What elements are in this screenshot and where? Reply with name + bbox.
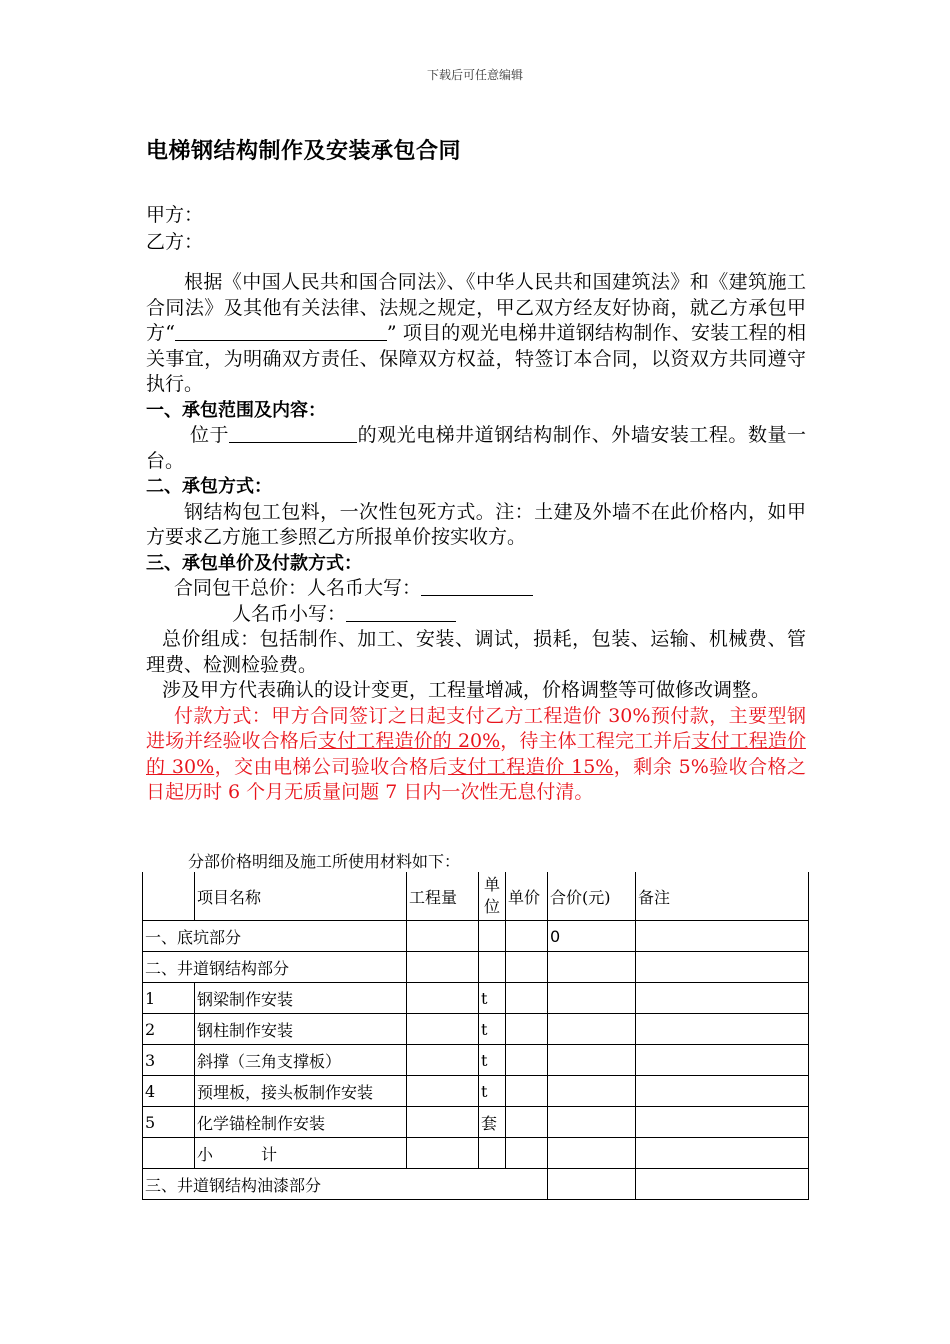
intro-text-2: ” 项目的观光电梯井道钢结构制作、安装工程的相关事宜，为明确双方责任、保障双方权益，特签订本合同，以资双方共同遵守执行。	[146, 322, 806, 395]
location-blank[interactable]	[229, 424, 357, 443]
total-cell	[548, 1076, 636, 1107]
unit-cell	[479, 1138, 506, 1169]
qty-cell	[407, 1076, 479, 1107]
payment-terms	[146, 704, 806, 806]
total-cell: 0	[548, 921, 636, 952]
row-unit: t	[479, 983, 506, 1014]
row-no: 1	[143, 983, 195, 1014]
price-breakdown-table	[142, 872, 809, 1200]
total-lower-blank[interactable]	[346, 603, 456, 622]
qty-cell	[407, 921, 479, 952]
row-no: 5	[143, 1107, 195, 1138]
total-cell	[548, 952, 636, 983]
header-total: 合价(元)	[548, 872, 636, 921]
note-cell	[636, 1169, 809, 1200]
row-section-label: 三、井道钢结构油漆部分	[143, 1169, 548, 1200]
payment-text-4: 支付工程造价的 30%	[146, 730, 806, 778]
table-row	[143, 952, 809, 983]
total-price-lower-line	[146, 602, 806, 628]
row-name: 化学锚栓制作安装	[195, 1107, 407, 1138]
section2-paragraph: 钢结构包工包料，一次性包死方式。注：土建及外墙不在此价格内，如甲方要求乙方施工参照乙方所报单价按实收方。	[146, 500, 806, 548]
price-cell	[506, 1107, 548, 1138]
table-header-row	[143, 872, 809, 921]
total-cell	[548, 1014, 636, 1045]
header-note: 备注	[636, 872, 809, 921]
unit-cell	[479, 952, 506, 983]
note-cell	[636, 983, 809, 1014]
table-row	[143, 921, 809, 952]
total-cell	[548, 1045, 636, 1076]
note-cell	[636, 1076, 809, 1107]
row-section-label: 二、井道钢结构部分	[143, 952, 407, 983]
row-no: 3	[143, 1045, 195, 1076]
row-subtotal-label: 小 计	[195, 1138, 407, 1169]
row-name: 斜撑（三角支撑板）	[195, 1045, 407, 1076]
total-upper-label: 合同包干总价：人名币大写：	[174, 577, 422, 599]
price-cell	[506, 1138, 548, 1169]
table-row	[143, 1076, 809, 1107]
payment-text-6: 支付工程造价 15%	[447, 755, 614, 778]
section1-text-a: 位于	[190, 424, 230, 446]
table-row	[143, 983, 809, 1014]
row-name: 预埋板，接头板制作安装	[195, 1076, 407, 1107]
price-cell	[506, 1045, 548, 1076]
qty-cell	[407, 1138, 479, 1169]
party-a-label: 甲方：	[146, 204, 204, 226]
payment-text-5: ，交由电梯公司验收合格后	[214, 755, 448, 778]
qty-cell	[407, 1045, 479, 1076]
section3-heading: 三、承包单价及付款方式：	[146, 552, 362, 574]
unit-cell	[479, 921, 506, 952]
header-qty: 工程量	[407, 872, 479, 921]
header-name: 项目名称	[195, 872, 407, 921]
row-unit: 套	[479, 1107, 506, 1138]
row-no	[143, 1138, 195, 1169]
total-price-upper-line	[146, 576, 806, 602]
row-no: 4	[143, 1076, 195, 1107]
row-unit: t	[479, 1076, 506, 1107]
table-row	[143, 1169, 809, 1200]
intro-text-1: 根据《中国人民共和国合同法》、《中华人民共和国建筑法》和《建筑施工合同法》及其他有关法律、法规之规定，甲乙双方经友好协商，就乙方承包甲方“	[146, 271, 806, 344]
price-cell	[506, 983, 548, 1014]
table-row	[143, 1014, 809, 1045]
section1-paragraph	[146, 423, 806, 474]
table-row	[143, 1045, 809, 1076]
payment-text-7: ，剩余 5%验收合格之日起历时 6 个月无质量问题 7 日内一次性无息付清。	[146, 755, 806, 803]
row-section-label: 一、底坑部分	[143, 921, 407, 952]
price-cell	[506, 1014, 548, 1045]
price-cell	[506, 952, 548, 983]
note-cell	[636, 1045, 809, 1076]
section2-heading: 二、承包方式：	[146, 476, 272, 497]
price-change-clause: 涉及甲方代表确认的设计变更，工程量增减，价格调整等可做修改调整。	[162, 679, 771, 701]
party-b-label: 乙方：	[146, 231, 204, 253]
row-name: 钢梁制作安装	[195, 983, 407, 1014]
table-caption: 分部价格明细及施工所使用材料如下：	[188, 852, 461, 871]
qty-cell	[407, 983, 479, 1014]
note-cell	[636, 1138, 809, 1169]
row-name: 钢柱制作安装	[195, 1014, 407, 1045]
total-cell	[548, 983, 636, 1014]
section1-heading: 一、承包范围及内容：	[146, 399, 326, 421]
section1-text-b: 的观光电梯井道钢结构制作、外墙安装工程。数量一台。	[146, 424, 806, 472]
header-unit: 单位	[479, 872, 506, 921]
table-row	[143, 1107, 809, 1138]
note-cell	[636, 1107, 809, 1138]
note-cell	[636, 952, 809, 983]
payment-text-1: 付款方式：甲方合同签订之日起支付乙方工程造价 30%预付款，主要型钢进场并经验收合格后	[146, 704, 806, 752]
header-no-cell	[143, 872, 195, 921]
total-cell	[548, 1107, 636, 1138]
contract-body	[146, 270, 806, 806]
row-unit: t	[479, 1014, 506, 1045]
note-cell	[636, 1014, 809, 1045]
row-unit: t	[479, 1045, 506, 1076]
header-note: 下载后可任意编辑	[426, 68, 523, 82]
price-cell	[506, 1076, 548, 1107]
price-composition: 总价组成：包括制作、加工、安装、调试，损耗，包装、运输、机械费、管理费、检测检验费。	[146, 628, 806, 676]
row-no: 2	[143, 1014, 195, 1045]
page-title: 电梯钢结构制作及安装承包合同	[146, 139, 462, 164]
payment-text-2: 支付工程造价的 20%	[318, 730, 501, 752]
total-cell	[548, 1169, 636, 1200]
note-cell	[636, 921, 809, 952]
qty-cell	[407, 1107, 479, 1138]
header-price: 单价	[506, 872, 548, 921]
qty-cell	[407, 952, 479, 983]
total-cell	[548, 1138, 636, 1169]
payment-text-3: ，待主体工程完工并后	[500, 730, 692, 752]
intro-paragraph	[146, 270, 806, 398]
total-lower-label: 人名币小写：	[232, 602, 347, 625]
qty-cell	[407, 1014, 479, 1045]
table-row	[143, 1138, 809, 1169]
price-cell	[506, 921, 548, 952]
total-upper-blank[interactable]	[421, 577, 533, 596]
project-name-blank[interactable]	[175, 322, 387, 341]
